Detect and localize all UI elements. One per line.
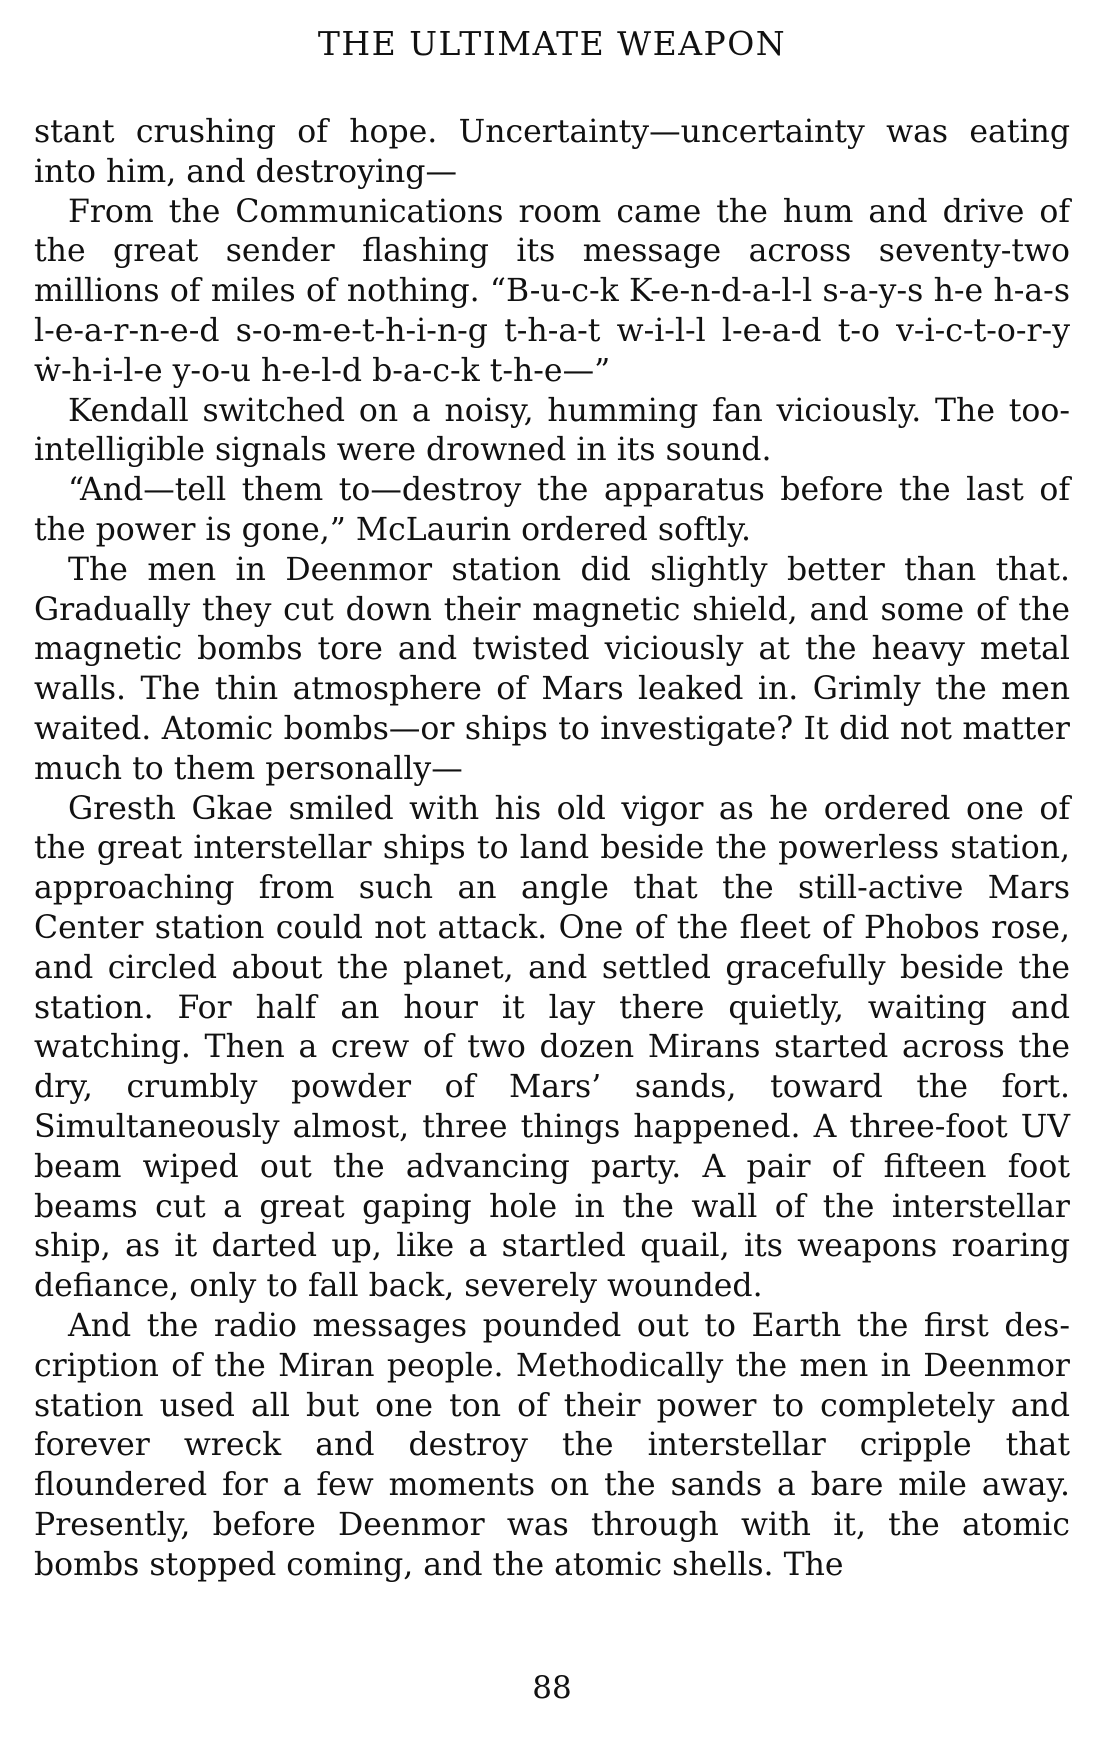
page-number: 88 [532, 1670, 572, 1706]
paragraph-2: From the Communications room came the hum and drive of the great sender flashing its message across seventy-two millions of miles of nothing. “B-u-c-k K-e-n-d-a-l-l s-a-y-s h-e h-a-s l-e-a-r-n-e-d s-o-m-e-t-h-i-n-g t-h-a-t w-i-l-l l-e-a-d t-o v-i-c-t-o-r-y ẇ-h-i-l-e y-o-u h-e-l-d b-a-c-k t-h-e—” [34, 193, 1070, 389]
running-head-title: THE ULTIMATE WEAPON [317, 24, 787, 63]
paragraph-6: Gresth Gkae smiled with his old vigor as he ordered one of the great interstellar ships to land beside the powerless station, approaching from such an angle that the still-active Mars Center station could not attack. One of the fleet of Phobos rose, and circled about the planet, and settled gracefully beside the station. For half an hour it lay there quietly, waiting and watching. Then a crew of two dozen Mirans started across the dry, crumbly powder of Mars’ sands, toward the fort. Simultaneously almost, three things happened. A three-foot UV beam wiped out the advancing party. A pair of fifteen foot beams cut a great gaping hole in the wall of the interstellar ship, as it darted up, like a startled quail, its weapons roaring defiance, only to fall back, severely wounded. [34, 790, 1070, 1305]
paragraph-4: “And—tell them to—destroy the apparatus before the last of the power is gone,” McLaurin ordered softly. [34, 472, 1070, 548]
body-text [34, 113, 1070, 1585]
paragraph-3: Kendall switched on a noisy, humming fan viciously. The too-intelligible signals were drowned in its sound. [34, 392, 1070, 469]
paragraph-1: stant crushing of hope. Uncertainty—uncertainty was eating into him, and destroying— [34, 114, 1070, 190]
paragraph-5: The men in Deenmor station did slightly better than that. Gradually they cut down their magnetic shield, and some of the magnetic bombs tore and twisted viciously at the heavy metal walls. The thin atmosphere of Mars leaked in. Grimly the men waited. Atomic bombs—or ships to investigate? It did not matter much to them personally— [34, 551, 1070, 787]
paragraph-7: And the radio messages pounded out to Earth the first description of the Miran people. Methodically the men in Deenmor station used all but one ton of their power to completely and forever wreck and destroy the interstellar cripple that floundered for a few moments on the sands a bare mile away. Presently, before Deenmor was through with it, the atomic bombs stopped coming, and the atomic shells. The [34, 1307, 1070, 1583]
